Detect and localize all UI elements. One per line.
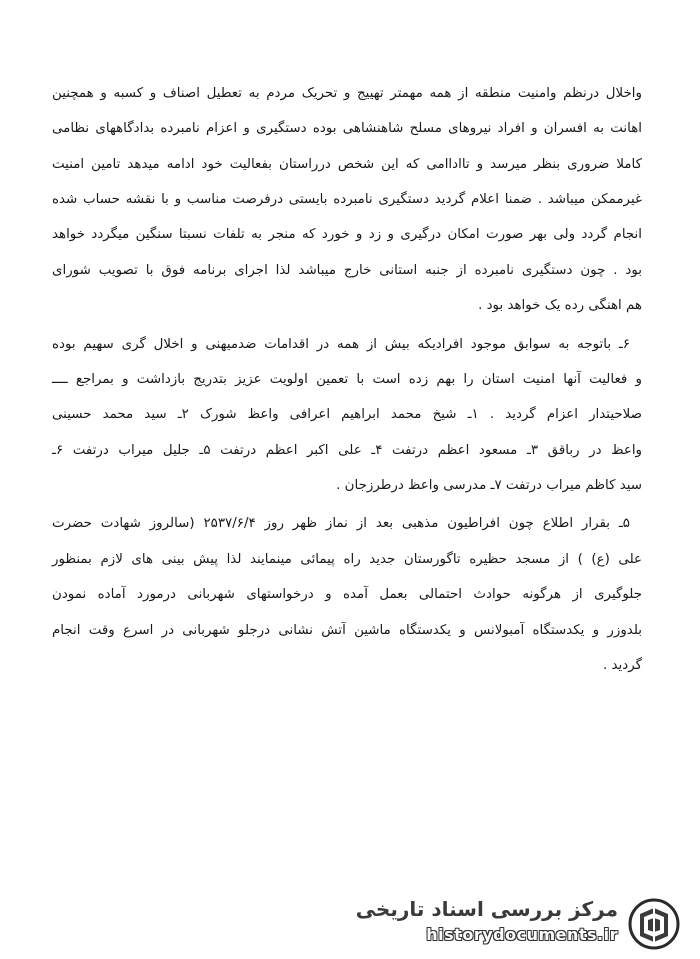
text-line-8: ۶ـ باتوجه به سوابق موجود افرادیکه بیش از همه در اقدامات ضدمیهنی و اخلال گری سهیم بوده xyxy=(52,337,630,352)
text-line-17: گردید . xyxy=(603,658,642,673)
text-line-9: و فعالیت آنها امنیت استان را بهم زده است با تعمین اولویت عزیز بتدریج بازداشت و بمراجع ــــ xyxy=(52,372,642,387)
text-line-5: انجام گردد ولی بهر صورت امکان درگیری و زد و خورد که منجر به تلفات نسبتا سنگین میگردد خواهد xyxy=(52,227,642,242)
text-line-12: سید کاظم میراب درتفت ۷ـ مدرسی واعظ درطرزجان . xyxy=(336,478,642,493)
archive-logo-icon xyxy=(626,897,682,951)
text-line-15: جلوگیری از هرگونه حوادث احتمالی بعمل آمده و درخواستهای شهربانی درمورد آماده نمودن xyxy=(52,587,642,602)
text-line-11: واعظ در رباقق ۳ـ مسعود اعظم درتفت ۴ـ علی اکبر اعظم درتفت ۵ـ جلیل میراب درتفت ۶ـ xyxy=(52,443,643,458)
watermark-url: historydocuments.ir xyxy=(426,925,618,944)
text-line-6: بود . چون دستگیری نامبرده از جنبه استانی خارج میباشد لذا اجرای برنامه فوق با تصویب شورای xyxy=(52,263,642,278)
text-line-14: علی (ع) ) از مسجد حظیره تاگورستان جدید راه پیمائی مینمایند لذا پیش بینی های لازم بمنظور xyxy=(52,552,642,567)
text-line-3: کاملا ضروری بنظر میرسد و تااداامی که این شخص درراستان بفعالیت خود ادامه میدهد تامین امنیت xyxy=(52,157,642,172)
watermark-title: مرکز بررسی اسناد تاریخی xyxy=(355,897,618,921)
watermark xyxy=(355,895,682,953)
text-line-16: بلدوزر و یکدستگاه آمبولانس و یکدستگاه ماشین آتش نشانی درجلو شهربانی در اسرع وقت انجام xyxy=(52,623,642,638)
text-line-13: ۵ـ بقرار اطلاع چون افراطیون مذهبی بعد از نماز ظهر روز ۲۵۳۷/۶/۴ (سالروز شهادت حضرت xyxy=(52,516,630,531)
text-line-4: غیرممکن میباشد . ضمنا اعلام گردید دستگیری نامبرده بایستی درفرصت مناسب و با نقشه حساب شده xyxy=(52,192,642,207)
text-line-10: صلاحیتدار اعزام گردید . ۱ـ شیخ محمد ابراهیم اعرافی واعظ شورک ۲ـ سید محمد حسینی xyxy=(52,407,642,422)
text-line-1: واخلال درنظم وامنیت منطقه از همه مهمتر تهییج و تحریک مردم به تعطیل اصناف و کسبه و همچنین xyxy=(52,86,642,101)
text-line-7: هم اهنگی رده یک خواهد بود . xyxy=(478,298,642,313)
text-line-2: اهانت به افسران و افراد نیروهای مسلح شاهنشاهی بوده دستگیری و اعزام نامبرده بدادگاههای نظامی xyxy=(52,121,642,136)
